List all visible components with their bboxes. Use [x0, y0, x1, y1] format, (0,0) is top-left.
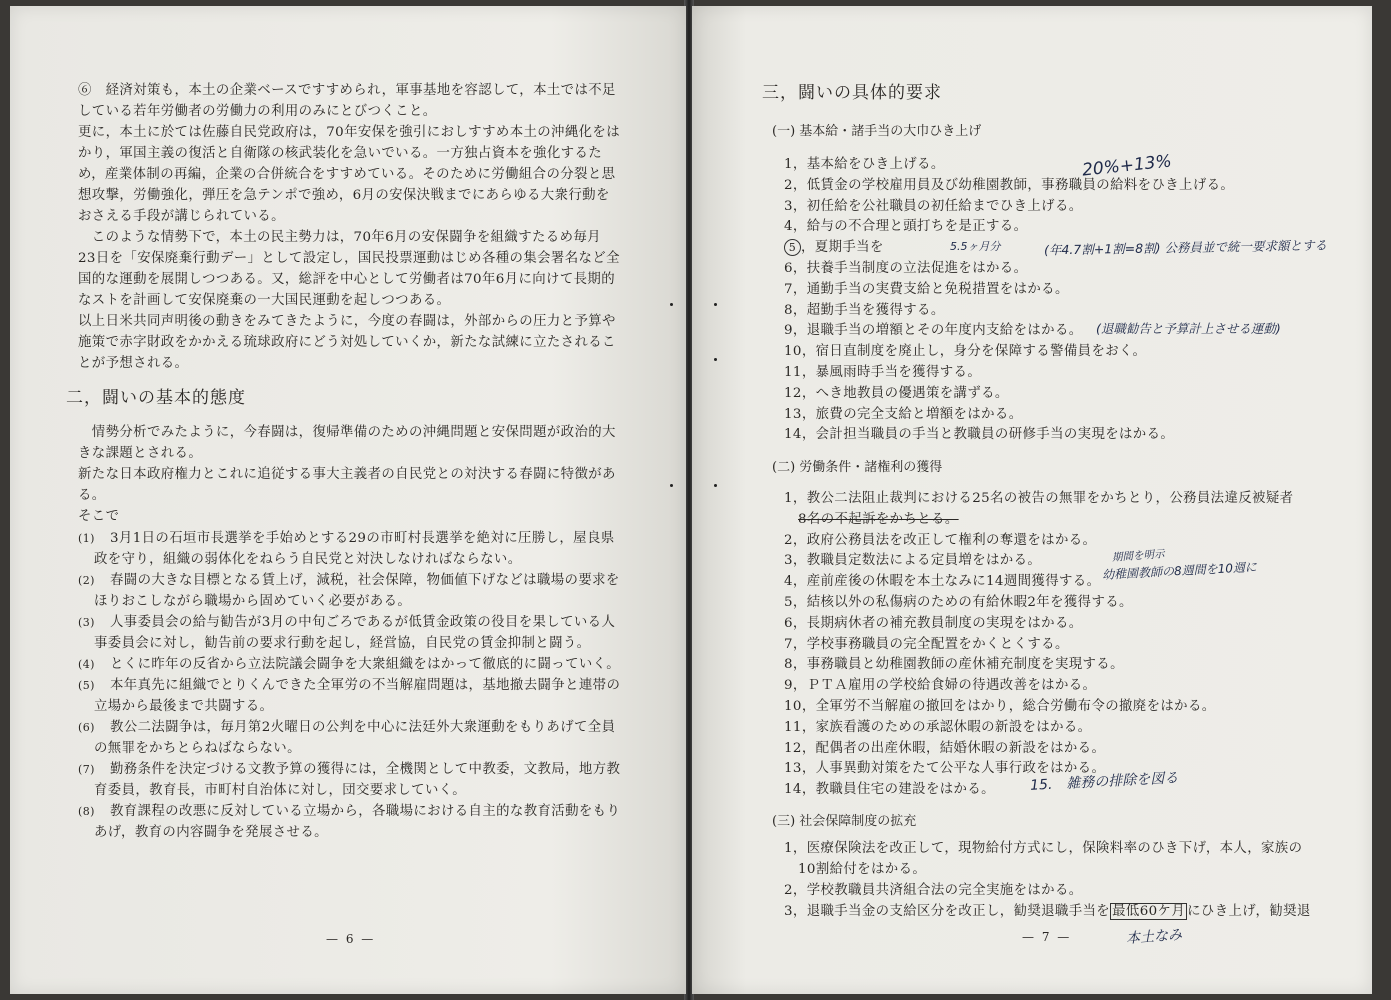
- item-line: 育委員，教育長，市町村自治体に対し，団交要求していく。: [94, 783, 467, 798]
- binding-hole: [670, 303, 673, 306]
- item-line: 本年真先に組織でとりくんできた全軍労の不当解雇問題は，基地撤去闘争と連帯の: [110, 678, 621, 693]
- sub2-item: 9，ＰＴＡ雇用の学校給食婦の待遇改善をはかる。: [784, 678, 1097, 694]
- sub1-item: 9，退職手当の増額とその年度内支給をはかる。: [784, 323, 1083, 339]
- sub2-item: 2，政府公務員法を改正して権利の奪還をはかる。: [784, 532, 1097, 548]
- page-7: [692, 6, 1372, 994]
- paragraph-line: 更に，本土に於ては佐藤自民党政府は，70年安保を強引におしすすめ本土の沖縄化をは: [78, 125, 621, 140]
- paragraph-line: なストを計画して安保廃棄の一大国民運動を起しつつある。: [78, 293, 451, 308]
- sub3-item-text: 3，退職手当金の支給区分を改正し，勧奨退職手当を: [784, 904, 1111, 919]
- paragraph-line: 施策で赤字財政をかかえる琉球政府にどう対処していくか，新たな試練に立たされるこ: [78, 335, 616, 350]
- page-number-right: — 7 —: [1022, 930, 1072, 944]
- item-line: 勤務条件を決定づける文教予算の獲得には，全機関として中教委，文教局，地方教: [110, 762, 621, 777]
- handwritten-note-sub2-4a: 期間を明示: [1111, 548, 1165, 564]
- sub2-item: 13，人事異動対策をたて公平な人事行政をはかる。: [784, 761, 1106, 777]
- sub3-item: 1，医療保険法を改正して，現物給付方式にし，保険料率のひき下げ，本人，家族の: [784, 841, 1303, 856]
- sub2-item: 10，全軍労不当解雇の撤回をはかり，総合労働布令の撤廃をはかる。: [784, 699, 1216, 714]
- binding-hole: [670, 484, 673, 487]
- sub2-item: 4，産前産後の休暇を本土なみに14週間獲得する。: [784, 574, 1101, 590]
- sub2-item: 14，教職員住宅の建設をはかる。: [784, 782, 995, 798]
- handwritten-note-item5-b: (年4.7割+1割=8割) 公務員並で統一要求額とする: [1043, 237, 1328, 258]
- sub1-item: 1，基本給をひき上げる。: [784, 157, 945, 172]
- page-number-left: — 6 —: [326, 932, 376, 946]
- paragraph-line: ⑥ 経済対策も，本土の企業ベースですすめられ，軍事基地を容認して，本土では不足: [78, 83, 616, 98]
- sub2-item: 6，長期病休者の補充教員制度の実現をはかる。: [784, 615, 1083, 631]
- item-line: 教公二法闘争は，毎月第2火曜日の公判を中心に法廷外大衆運動をもりあげて全員: [110, 720, 616, 735]
- paragraph-line: 以上日米共同声明後の動きをみてきたように，今度の春闘は，外部からの圧力と予算や: [78, 314, 616, 329]
- sub1-title: (一) 基本給・諸手当の大巾ひき上げ: [772, 124, 982, 139]
- sub2-item: 12，配偶者の出産休暇，結婚休暇の新設をはかる。: [784, 740, 1106, 756]
- item-line: ほりおこしながら職場から固めていく必要がある。: [94, 594, 412, 609]
- item-line: あげ，教育の内容闘争を発展させる。: [94, 825, 328, 840]
- item-number: (4): [78, 658, 95, 671]
- item-number: (3): [78, 616, 95, 629]
- paragraph-line: め，産業体制の再編，企業の合併統合をすすめている。そのために労働組合の分裂と思: [78, 167, 616, 182]
- item-number: (2): [78, 574, 95, 587]
- binding-hole: [714, 303, 717, 306]
- sub1-item-text: ，夏期手当を: [801, 240, 884, 256]
- item-line: 事委員会に対し，勧告前の要求行動を起し，経営協，自民党の賃金抑制と闘う。: [94, 636, 591, 651]
- sub1-item: 14，会計担当職員の手当と教職員の研修手当の実現をはかる。: [784, 427, 1175, 443]
- paragraph-line: とが予想される。: [78, 356, 189, 371]
- sub2-item: 3，教職員定数法による定員増をはかる。: [784, 553, 1042, 569]
- sub1-item: 3，初任給を公社職員の初任給までひき上げる。: [784, 198, 1083, 214]
- sub2-item: 8名の不起訴をかちとる。: [798, 511, 959, 527]
- item-line: 人事委員会の給与勧告が3月の中旬ごろであるが低賃金政策の役目を果している人: [110, 615, 616, 630]
- boxed-text: 最低60ケ月: [1112, 904, 1186, 919]
- item-line: の無罪をかちとらねばならない。: [94, 741, 301, 756]
- handwritten-note-sub2-4b: 幼稚園教師の8週間を10週に: [1101, 559, 1258, 583]
- sub1-item: 10，宿日直制度を廃止し，身分を保障する警備員をおく。: [784, 344, 1147, 360]
- intro-line: そこで: [78, 509, 120, 524]
- handwritten-note-item5-a: 5.5ヶ月分: [950, 240, 1001, 253]
- item-number: (8): [78, 805, 95, 818]
- item-line: 3月1日の石垣市長選挙を手始めとする29の市町村長選挙を絶対に圧勝し，屋良県: [110, 531, 615, 546]
- paragraph-line: おさえる手段が講じられている。: [78, 209, 285, 224]
- item-number: (6): [78, 721, 95, 734]
- item-line: 立場から最後まで共闘する。: [94, 699, 274, 714]
- sub2-item: 8，事務職員と幼稚園教師の産休補充制度を実現する。: [784, 657, 1124, 673]
- sub2-item: 1，教公二法阻止裁判における25名の被告の無罪をかちとり，公務員法違反被疑者: [784, 491, 1294, 506]
- sub1-item: 8，超勤手当を獲得する。: [784, 302, 945, 318]
- intro-line: 情勢分析でみたように，今春闘は，復帰準備のための沖縄問題と安保問題が政治的大: [78, 425, 616, 440]
- handwritten-note-top: 20%+13%: [1081, 151, 1173, 181]
- item-number: (7): [78, 763, 95, 776]
- sub1-item: 6，扶養手当制度の立法促進をはかる。: [784, 261, 1028, 276]
- paragraph-line: 国的な運動を展開しつつある。又，総評を中心として労働者は70年6月に向けて長期的: [78, 272, 616, 287]
- binding-hole: [714, 358, 717, 361]
- sub1-item: 2，低賃金の学校雇用員及び幼稚園教師，事務職員の給料をひき上げる。: [784, 177, 1235, 193]
- sub3-item: 10割給付をはかる。: [798, 862, 927, 877]
- sub2-item: 11，家族看護のための承認休暇の新設をはかる。: [784, 719, 1092, 735]
- handwritten-note-item9: (退職勧告と予算計上させる運動): [1096, 321, 1281, 336]
- intro-line: る。: [78, 488, 106, 503]
- sub1-item: 12，へき地教員の優遇策を講ずる。: [784, 385, 1009, 401]
- sub2-item: 7，学校事務職員の完全配置をかくとくする。: [784, 636, 1069, 652]
- item-line: 政を守り，組織の弱体化をねらう自民党と対決しなければならない。: [94, 552, 522, 567]
- sub1-item: 11，暴風雨時手当を獲得する。: [784, 365, 982, 380]
- section2-title: 二，闘いの基本的態度: [66, 388, 246, 408]
- sub1-item: 4，給与の不合理と頭打ちを是正する。: [784, 219, 1028, 235]
- sub1-item: 13，旅費の完全支給と増額をはかる。: [784, 406, 1023, 422]
- sub2-item: 5，結核以外の私傷病のための有給休暇2年を獲得する。: [784, 595, 1133, 610]
- sub3-item: [784, 901, 1311, 922]
- sub3-item-text: にひき上げ，勧奨退: [1187, 904, 1311, 919]
- sub1-item: [784, 237, 884, 258]
- item-number: (5): [78, 679, 95, 692]
- binding-hole: [714, 484, 717, 487]
- item-line: 教育課程の改悪に反対している立場から，各職場における自主的な教育活動をもり: [110, 804, 621, 819]
- intro-line: 新たな日本政府権力とこれに追従する事大主義者の自民党との対決する春闘に特徴があ: [78, 467, 616, 482]
- handwritten-note-bottom: 本土なみ: [1125, 927, 1183, 947]
- sub2-title: (二) 労働条件・諸権利の獲得: [772, 460, 943, 475]
- section3-title: 三，闘いの具体的要求: [762, 83, 942, 103]
- sub1-item: 7，通勤手当の実費支給と免税措置をはかる。: [784, 281, 1069, 297]
- item-number: (1): [78, 532, 95, 545]
- page-6: [10, 6, 686, 994]
- sub3-item: 2，学校教職員共済組合法の完全実施をはかる。: [784, 883, 1083, 898]
- sub3-title: (三) 社会保障制度の拡充: [772, 814, 917, 829]
- item-line: 春闘の大きな目標となる賃上げ，減税，社会保障，物価値下げなどは職場の要求を: [110, 573, 620, 588]
- paragraph-line: 23日を「安保廃棄行動デー」として設定し，国民投票運動はじめ各種の集会署名など全: [78, 251, 620, 266]
- paragraph-line: かり，軍国主義の復活と自衛隊の核武装化を急いでいる。一方独占資本を強化するた: [78, 146, 603, 161]
- handwritten-note-sub2-15: 15. 雑務の排除を図る: [1029, 770, 1179, 794]
- paragraph-line: している若年労働者の労働力の利用のみにとびつくこと。: [78, 104, 437, 119]
- intro-line: きな課題とされる。: [78, 446, 203, 461]
- item-line: とくに昨年の反省から立法院議会闘争を大衆組織をはかって徹底的に闘っていく。: [110, 657, 620, 672]
- circled-number: 5: [784, 239, 801, 256]
- paragraph-line: 想攻撃，労働強化，弾圧を急テンポで強め，6月の安保決戦までにあらゆる大衆行動を: [78, 188, 610, 203]
- paragraph-line: このような情勢下で，本土の民主勢力は，70年6月の安保闘争を組織すたるめ毎月: [78, 230, 601, 245]
